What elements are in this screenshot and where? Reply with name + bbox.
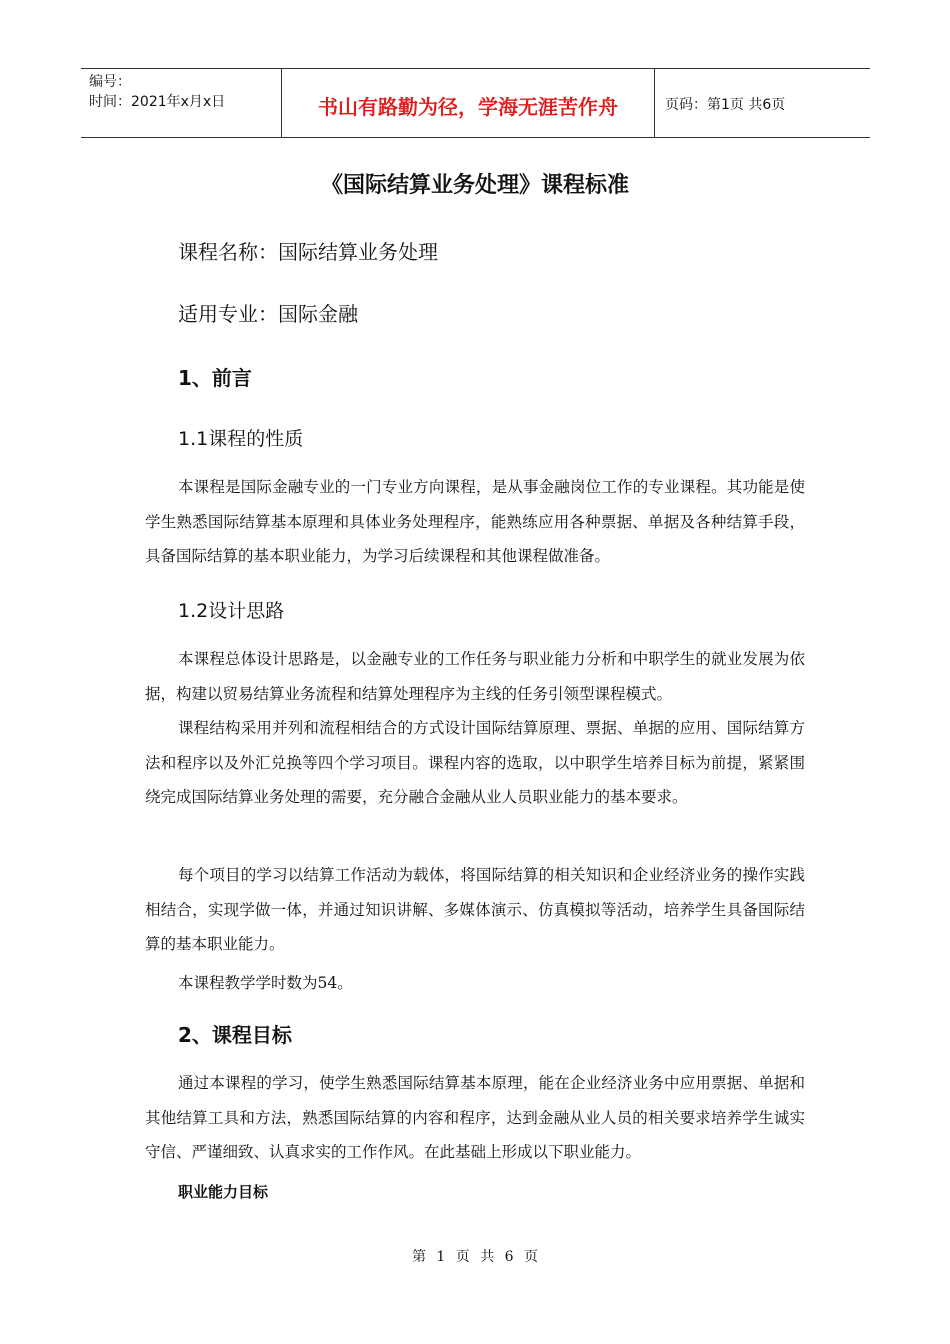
subheading-vocational-ability: 职业能力目标	[178, 1183, 269, 1201]
applicable-major: 适用专业：国际金融	[178, 302, 358, 326]
page-footer: 第 1 页 共 6 页	[411, 1249, 539, 1265]
subsection-heading-design: 1.2设计思路	[178, 600, 285, 622]
paragraph-design-4: 本课程教学学时数为54。	[178, 974, 353, 992]
header-motto: 书山有路勤为径，学海无涯苦作舟	[282, 69, 655, 137]
paragraph-design-2: 课程结构采用并列和流程相结合的方式设计国际结算原理、票据、单据的应用、国际结算方法和程序以及外汇兑换等四个学习项目。课程内容的选取，以中职学生培养目标为前提，紧紧围绕完成国际结算业务处理的需要，充分融合金融从业人员职业能力的基本要求。	[145, 719, 805, 806]
section-heading-preface: 1、前言	[178, 366, 252, 390]
paragraph-course-nature: 本课程是国际金融专业的一门专业方向课程，是从事金融岗位工作的专业课程。其功能是使学生熟悉国际结算基本原理和具体业务处理程序，能熟练应用各种票据、单据及各种结算手段，具备国际结算的基本职业能力，为学习后续课程和其他课程做准备。	[145, 478, 805, 565]
document-title: 《国际结算业务处理》课程标准	[320, 173, 629, 198]
paragraph-design-1: 本课程总体设计思路是，以金融专业的工作任务与职业能力分析和中职学生的就业发展为依据，构建以贸易结算业务流程和结算处理程序为主线的任务引领型课程模式。	[145, 650, 805, 703]
section-heading-objectives: 2、课程目标	[178, 1023, 292, 1047]
document-header	[81, 68, 870, 138]
paragraph-design-3: 每个项目的学习以结算工作活动为载体，将国际结算的相关知识和企业经济业务的操作实践相结合，实现学做一体，并通过知识讲解、多媒体演示、仿真模拟等活动，培养学生具备国际结算的基本职业能力。	[145, 866, 805, 953]
paragraph-objectives: 通过本课程的学习，使学生熟悉国际结算基本原理，能在企业经济业务中应用票据、单据和其他结算工具和方法，熟悉国际结算的内容和程序，达到金融从业人员的相关要求培养学生诚实守信、严谨细致、认真求实的工作作风。在此基础上形成以下职业能力。	[145, 1074, 805, 1161]
document-date: 时间：2021年x月x日	[89, 94, 226, 110]
header-meta-cell	[81, 69, 282, 137]
header-page-info: 页码：第1页 共6页	[665, 97, 786, 113]
document-number-label: 编号：	[89, 74, 131, 90]
subsection-heading-nature: 1.1课程的性质	[178, 428, 304, 450]
course-name: 课程名称：国际结算业务处理	[178, 240, 438, 264]
